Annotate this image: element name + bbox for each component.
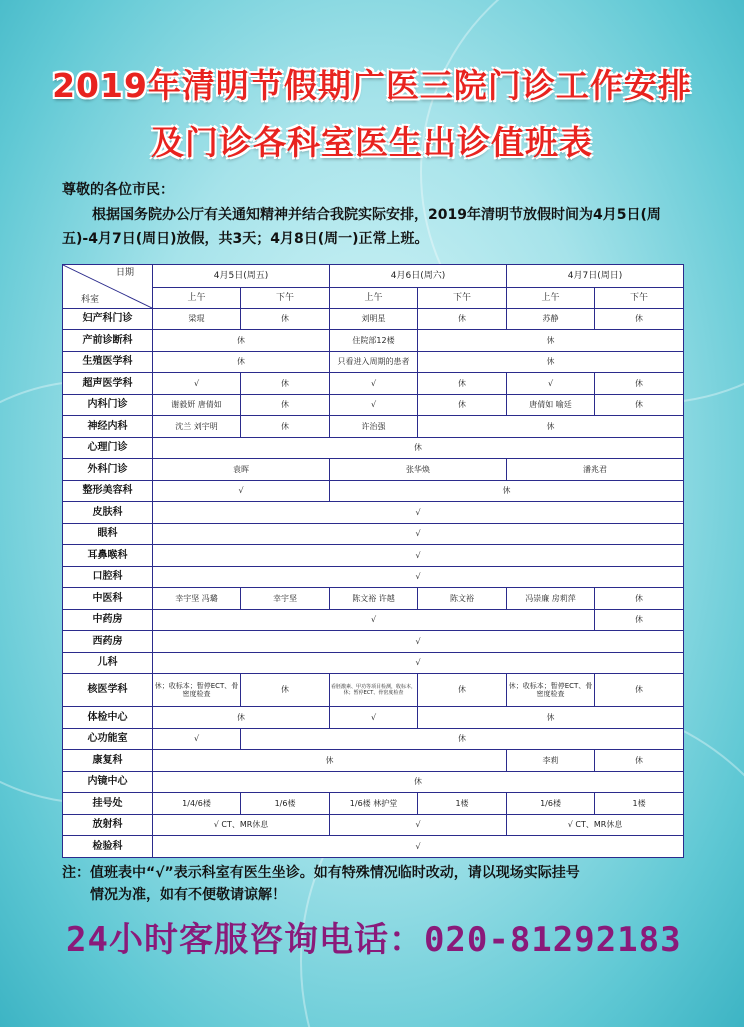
check-cell: √	[507, 373, 595, 394]
rest-cell: 休	[241, 728, 684, 749]
duty-cell: 冯崇廉 房莉萍	[507, 588, 595, 609]
check-cell: √	[153, 836, 684, 858]
rest-cell: 休	[595, 394, 684, 415]
dept-name: 神经内科	[63, 416, 153, 437]
rest-cell: 休	[418, 373, 507, 394]
pm-header: 下午	[595, 288, 684, 309]
check-cell: √	[153, 545, 684, 566]
dept-name: 心功能室	[63, 728, 153, 749]
table-row	[63, 728, 684, 749]
dept-name: 中医科	[63, 588, 153, 609]
check-cell: √	[153, 523, 684, 544]
rest-cell: 休	[241, 394, 330, 415]
day-header: 4月6日(周六)	[330, 265, 507, 288]
table-row	[63, 793, 684, 814]
am-header: 上午	[330, 288, 418, 309]
dept-name: 儿科	[63, 652, 153, 673]
table-row	[63, 652, 684, 673]
day-header: 4月5日(周五)	[153, 265, 330, 288]
duty-cell: √ CT、MR休息	[507, 814, 684, 835]
corner-date-label: 日期	[115, 268, 134, 278]
diagonal-line	[63, 265, 152, 308]
dept-name: 中药房	[63, 609, 153, 630]
table-row	[63, 588, 684, 609]
table-row	[63, 523, 684, 544]
duty-cell: 1楼	[595, 793, 684, 814]
duty-cell: 1/6楼	[507, 793, 595, 814]
dept-name: 内镜中心	[63, 771, 153, 792]
dept-name: 心理门诊	[63, 437, 153, 458]
table-row	[63, 707, 684, 728]
rest-cell: 休	[595, 750, 684, 771]
dept-name: 眼科	[63, 523, 153, 544]
table-row	[63, 480, 684, 501]
table-row	[63, 836, 684, 858]
duty-cell: 沈兰 刘宇明	[153, 416, 241, 437]
rest-cell: 休	[241, 373, 330, 394]
rest-cell: 休	[595, 674, 684, 707]
duty-cell: 袁晖	[153, 459, 330, 480]
rest-cell: 休	[418, 674, 507, 707]
table-row	[63, 750, 684, 771]
table-corner-cell	[63, 265, 153, 309]
dept-name: 超声医学科	[63, 373, 153, 394]
dept-name: 放射科	[63, 814, 153, 835]
table-row	[63, 373, 684, 394]
table-row	[63, 814, 684, 835]
table-row	[63, 674, 684, 707]
check-cell: √	[153, 480, 330, 501]
dept-name: 康复科	[63, 750, 153, 771]
dept-name: 口腔科	[63, 566, 153, 587]
duty-cell: 看胚激素、甲功等项目检测，收标本，休；暂停ECT、骨密度检查	[330, 674, 418, 707]
footnote-line2: 情况为准，如有不便敬请谅解！	[90, 887, 286, 903]
rest-cell: 休	[153, 771, 684, 792]
dept-name: 产前诊断科	[63, 330, 153, 351]
check-cell: √	[330, 814, 507, 835]
rest-cell: 休	[153, 707, 330, 728]
table-row	[63, 566, 684, 587]
rest-cell: 休	[153, 351, 330, 372]
poster-title-line1: 2019年清明节假期广医三院门诊工作安排	[52, 66, 692, 105]
duty-cell: 唐倩如 喻廷	[507, 394, 595, 415]
dept-name: 外科门诊	[63, 459, 153, 480]
duty-cell: 潘兆君	[507, 459, 684, 480]
check-cell: √	[330, 394, 418, 415]
dept-name: 挂号处	[63, 793, 153, 814]
duty-cell: 陈文裕 许越	[330, 588, 418, 609]
corner-dept-label: 科室	[81, 295, 100, 305]
duty-cell: 苏静	[507, 309, 595, 330]
rest-cell: 休	[241, 416, 330, 437]
table-row	[63, 771, 684, 792]
day-header: 4月7日(周日)	[507, 265, 684, 288]
table-row	[63, 631, 684, 652]
dept-name: 妇产科门诊	[63, 309, 153, 330]
rest-cell: 休	[418, 394, 507, 415]
footnote	[62, 862, 692, 906]
duty-cell: 谢毅妍 唐倩如	[153, 394, 241, 415]
duty-cell: 1楼	[418, 793, 507, 814]
rest-cell: 休	[418, 330, 684, 351]
dept-name: 体检中心	[63, 707, 153, 728]
table-row	[63, 609, 684, 630]
duty-cell: 1/4/6楼	[153, 793, 241, 814]
table-row	[63, 502, 684, 523]
rest-cell: 休	[595, 309, 684, 330]
duty-cell: 休；收标本；暂停ECT、骨密度检查	[153, 674, 241, 707]
check-cell: √	[153, 631, 684, 652]
duty-cell: 张华焕	[330, 459, 507, 480]
table-row	[63, 351, 684, 372]
rest-cell: 休	[153, 750, 507, 771]
am-header: 上午	[153, 288, 241, 309]
footnote-line1: 注：值班表中“√”表示科室有医生坐诊。如有特殊情况临时改动，请以现场实际挂号	[62, 865, 580, 881]
dept-name: 检验科	[63, 836, 153, 858]
table-row	[63, 394, 684, 415]
table-row	[63, 459, 684, 480]
table-row	[63, 330, 684, 351]
dept-name: 皮肤科	[63, 502, 153, 523]
rest-cell: 休	[241, 674, 330, 707]
rest-cell: 休	[595, 373, 684, 394]
dept-name: 整形美容科	[63, 480, 153, 501]
duty-cell: 刘明星	[330, 309, 418, 330]
duty-cell: 幸宇坚 冯璐	[153, 588, 241, 609]
duty-cell: 休；收标本；暂停ECT、骨密度检查	[507, 674, 595, 707]
rest-cell: 休	[153, 330, 330, 351]
check-cell: √	[153, 728, 241, 749]
dept-name: 耳鼻喉科	[63, 545, 153, 566]
duty-cell: 幸宇坚	[241, 588, 330, 609]
dept-name: 西药房	[63, 631, 153, 652]
duty-cell: 只看进入周期的患者	[330, 351, 418, 372]
duty-cell: 李莉	[507, 750, 595, 771]
greeting-text: 尊敬的各位市民：	[62, 182, 174, 198]
check-cell: √	[153, 502, 684, 523]
table-row	[63, 437, 684, 458]
dept-name: 生殖医学科	[63, 351, 153, 372]
check-cell: √	[330, 373, 418, 394]
rest-cell: 休	[241, 309, 330, 330]
dept-name: 核医学科	[63, 674, 153, 707]
pm-header: 下午	[241, 288, 330, 309]
check-cell: √	[153, 566, 684, 587]
duty-cell: 陈文裕	[418, 588, 507, 609]
rest-cell: 休	[153, 437, 684, 458]
am-header: 上午	[507, 288, 595, 309]
intro-paragraph: 根据国务院办公厅有关通知精神并结合我院实际安排，2019年清明节放假时间为4月5日(周五)-4月7日(周日)放假，共3天；4月8日(周一)正常上班。	[62, 207, 661, 247]
duty-cell: 梁琨	[153, 309, 241, 330]
duty-cell: 1/6楼 林护堂	[330, 793, 418, 814]
check-cell: √	[153, 609, 595, 630]
rest-cell: 休	[330, 480, 684, 501]
rest-cell: 休	[418, 309, 507, 330]
hotline-text: 24小时客服咨询电话：020-81292183	[66, 920, 682, 960]
duty-cell: 1/6楼	[241, 793, 330, 814]
rest-cell: 休	[595, 588, 684, 609]
check-cell: √	[330, 707, 418, 728]
check-cell: √	[153, 652, 684, 673]
rest-cell: 休	[418, 707, 684, 728]
duty-cell: 住院部12楼	[330, 330, 418, 351]
duty-cell: 许治强	[330, 416, 418, 437]
duty-cell: √ CT、MR休息	[153, 814, 330, 835]
rest-cell: 休	[418, 416, 684, 437]
table-row	[63, 416, 684, 437]
table-row	[63, 545, 684, 566]
pm-header: 下午	[418, 288, 507, 309]
poster-title-line2: 及门诊各科室医生出诊值班表	[151, 123, 593, 162]
duty-schedule-table	[62, 264, 684, 858]
check-cell: √	[153, 373, 241, 394]
dept-name: 内科门诊	[63, 394, 153, 415]
rest-cell: 休	[418, 351, 684, 372]
table-row	[63, 309, 684, 330]
rest-cell: 休	[595, 609, 684, 630]
